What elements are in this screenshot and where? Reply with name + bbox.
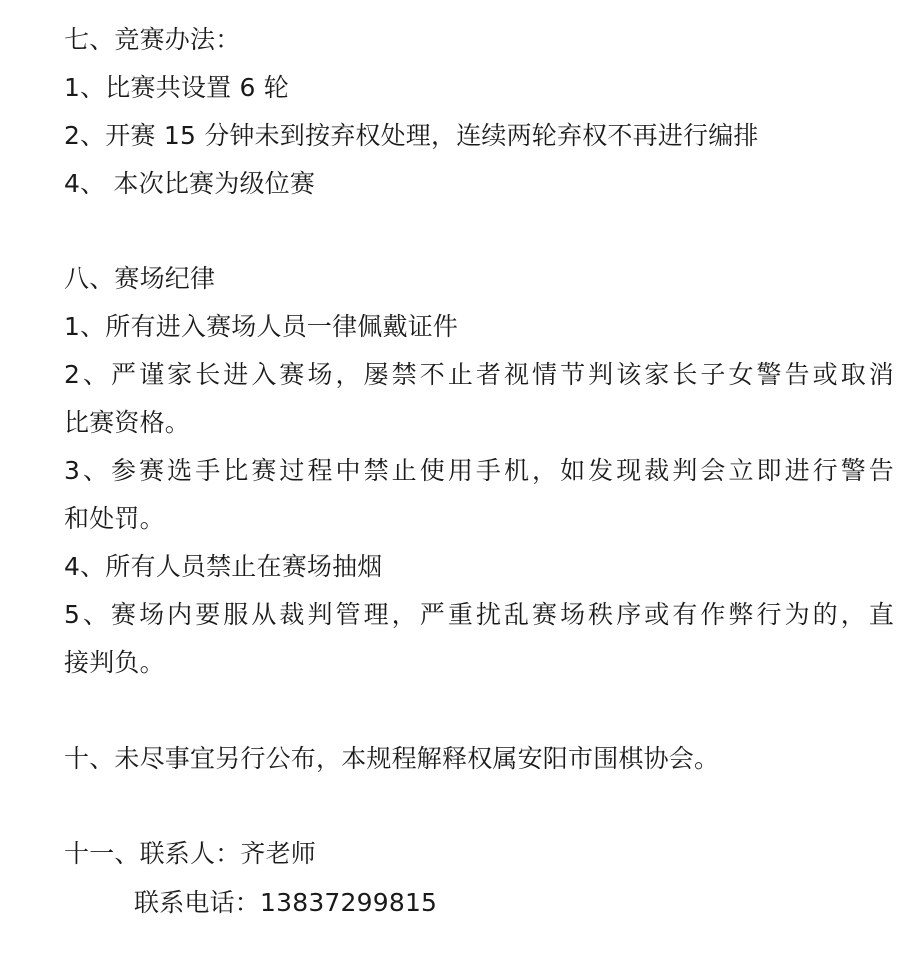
section-7-heading: 七、竞赛办法： (64, 25, 241, 54)
section-7-item-2: 2、开赛 15 分钟未到按弃权处理，连续两轮弃权不再进行编排 (64, 121, 759, 150)
section-7-item-1: 1、比赛共设置 6 轮 (64, 73, 289, 102)
section-8-item-3-line-1: 3、参赛选手比赛过程中禁止使用手机，如发现裁判会立即进行警告 (64, 456, 894, 485)
section-10-text: 十、未尽事宜另行公布，本规程解释权属安阳市围棋协会。 (64, 744, 720, 773)
section-8-heading: 八、赛场纪律 (64, 264, 216, 293)
section-8-item-5-line-2: 接判负。 (64, 648, 165, 677)
section-8-item-5-line-1: 5、赛场内要服从裁判管理，严重扰乱赛场秩序或有作弊行为的，直 (64, 600, 894, 629)
section-11-contact: 十一、联系人：齐老师 (64, 839, 317, 868)
section-8-item-3-line-2: 和处罚。 (64, 504, 165, 533)
section-8-item-4: 4、所有人员禁止在赛场抽烟 (64, 552, 383, 581)
section-11-phone: 联系电话：13837299815 (134, 888, 438, 917)
section-8-item-1: 1、所有进入赛场人员一律佩戴证件 (64, 312, 459, 341)
section-7-item-4: 4、 本次比赛为级位赛 (64, 169, 316, 198)
section-8-item-2-line-2: 比赛资格。 (64, 408, 191, 437)
section-8-item-2-line-1: 2、严谨家长进入赛场，屡禁不止者视情节判该家长子女警告或取消 (64, 360, 894, 389)
